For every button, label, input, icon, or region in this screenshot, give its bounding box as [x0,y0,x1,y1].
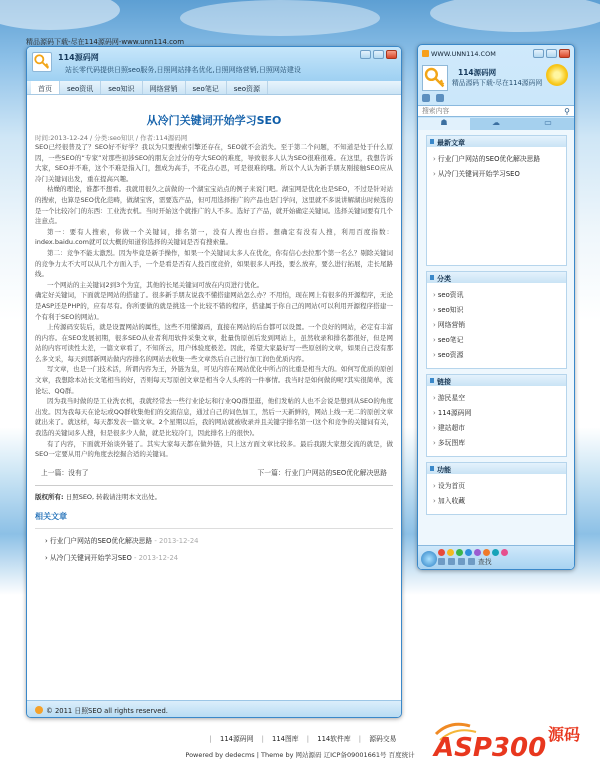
article-paragraph: 第一：要有人搜索，你做一个关键词，排名第一，没有人搜也白搭。想确定有没有人搜，利用百度指数：index.baidu.com就可以大概的知道你选择的关键词是否有搜索量。 [35,227,393,247]
side-body [418,130,574,569]
site-description: 站长零代码提供日照seo服务,日照网站排名优化,日照网络营销,日照网站建设 [65,66,301,74]
related-title: 相关文章 [35,511,67,521]
divider [35,485,393,486]
separator: | [209,735,212,743]
copyright-note [35,492,393,501]
top-caption: 精品源码下载-尽在114源码网-www.unn114.com [26,38,185,46]
category-title: 分类 [427,272,566,283]
qq-start-button[interactable] [421,551,437,567]
footer-link[interactable]: 源码交易 [369,735,397,743]
function-title: 功能 [427,463,566,474]
key-logo-icon [423,66,447,90]
related-item[interactable]: › 行业门户网站的SEO优化解决思路 - 2013-12-24 [45,536,199,545]
asp300-watermark-logo [430,712,590,760]
article-paragraph: 写文章，也是一门技术活，所谓内容为王，外链为皇，可见内容在网站优化中所占的比重是相当大的。如何写优质的原创文章，我想除本站长文笔相当的好，否则每天写原创文章是相当令人头疼的一件事情。我当时是如何做的呢?其实很简单，流论坛、QQ群。 [35,365,393,395]
separator: | [358,735,362,743]
link-item[interactable]: › 多玩图库 [433,437,566,447]
settings-icon[interactable] [438,558,445,565]
divider [35,528,393,529]
window-controls [360,50,397,59]
article-paragraph: 有了内容，下面就开始谈外链了。其实大家每天都在做外链，只上这方面文章比较多。最后我跟大家想交流的就是，做SEO一定要从用户的角度去挖掘合适的关键词。 [35,439,393,459]
latest-title: 最新文章 [427,136,566,147]
related-date: - 2013-12-24 [152,536,199,545]
minimize-button[interactable] [360,50,371,59]
category-box [426,271,567,369]
prev-article-link[interactable]: 上一篇：没有了 [41,468,89,477]
side-site-name: 114源码网 [458,68,497,77]
find-button[interactable]: 查找 [478,558,492,566]
copyright-label: 版权所有: [35,492,64,501]
watermark-sub: 源码 [548,725,581,744]
article-paragraph: 枯燥的理论，谁都不想看。我就用很久之前做的一个湖宝宝站点的例子来说门吧。湖宝网是优化也是SEO，不过是针对站的搜索，也算是SEO优化范畴，做湖宝客，需要选产品，但可用选择推广的产品也是门学问，这里就不多说讲解湖出时候选的是一个比较冷门的东西：工业洗衣机。当时开始这个就推广的人不多。选好了产品，就开始确定关键词。选择关键词要有几个注意点。 [35,185,393,226]
side-tabs [418,118,574,130]
app-icon[interactable] [465,549,472,556]
category-item[interactable]: › seo笔记 [433,334,566,344]
main-header [27,47,401,81]
site-logo[interactable] [32,52,52,72]
article-meta: 时间:2013-12-24 / 分类:seo知识 / 作者:114源码网 [35,134,188,142]
app-icons [438,549,508,556]
add-favorite-link[interactable]: › 加入收藏 [433,495,566,505]
separator: | [306,735,310,743]
main-footer [27,700,401,717]
app-icon[interactable] [474,549,481,556]
nav-seo-resources[interactable]: seo资源 [227,81,268,94]
article-paragraph: 一个网站的主关键词2到3个为宜，其他的长尾关键词可放在内页进行优化。 [47,280,264,289]
main-nav [27,81,401,95]
links-title: 链接 [427,375,566,386]
link-item[interactable]: › 游民星空 [433,392,566,402]
window-controls [533,49,570,58]
cloud-decoration [180,0,380,36]
footer-link[interactable]: 114图库 [272,735,299,743]
app-icon[interactable] [483,549,490,556]
search-icon[interactable]: ⚲ [564,107,570,116]
article-paragraph: 上传源码安装后，就是设置网站的属性，这些不用懂源码，直接在网站的后台都可以设置。一个良好的网站，必定有丰富的内容。在SEO发展初期，很多SEO从业者利用软件采集文章，批量伪原创后发到网站上，虽然收录和排名都很好，但是网站的内容可读性太差，一篇文章看了，不知所云，用户体验度极差。因此，希望大家最好写一些原创的文章，如果自己没有那么多文采，每天到那新网站做内容排名的网站去收集一些文章然后自己进行加工润色优质内容。 [35,323,393,363]
maximize-button[interactable] [546,49,557,58]
article-body [35,142,393,460]
separator: | [261,735,264,743]
sun-icon [546,64,568,86]
copyright-icon [35,706,43,714]
copyright-text: 日照SEO, 转载请注明本文出处。 [65,492,162,501]
related-link[interactable]: 行业门户网站的SEO优化解决思路 [49,536,153,545]
close-button[interactable] [559,49,570,58]
article-paragraph: SEO已经很普及了？SEO好不好学？我以为只要搜索引擎还存在，SEO就不会消失。至于第二个问题，不知道是处于什么原因，一些SEO的“专家”对那些初涉SEO的朋友会过分的夸大SEO的难度，导致很多人认为SEO很难很难。在这里，我想告诉大家，SEO并不难，这个不难是指入门，想成为高手，不花点心思，可是很难的哦。所以个人认为新手朋友刚接触SEO应从冷门关键词出发，重在提高兴趣。 [35,143,393,183]
search-input[interactable] [418,106,548,116]
minimize-button[interactable] [533,49,544,58]
tab-contacts[interactable]: ☗ [418,118,470,130]
watermark-text: ASP300 [434,733,547,760]
site-favicon-icon [422,50,429,57]
lock-icon[interactable] [458,558,465,565]
app-icon[interactable] [456,549,463,556]
side-window [417,44,575,570]
maximize-button[interactable] [373,50,384,59]
side-slogan: 精品源码下载-尽在114源码网 [452,79,543,87]
nav-home[interactable]: 首页 [31,81,60,94]
category-item[interactable]: › seo资源 [433,349,566,359]
function-box [426,462,567,515]
category-item[interactable]: › seo资讯 [433,289,566,299]
footer-link[interactable]: 114源码网 [220,735,254,743]
article-paragraph: 因为我当时做的是工业洗衣机，我就经常去一些行业论坛和行业QQ群里逛，他们发帖的人也不会说是想到从SEO的角度出发。因为我每天在论坛或QQ群收集他们的交流信息，通过自己的词色加工，然后一天新鲜的，网站上线一无二的原创文章就出来了。就这样，每天都发表一篇文章。2个星期以后，我的网站就被收录并且关键字排名第一(这个和竞争的关键词有关，我选的关键词多人搜，但是很多少人做，就是比较冷门，因此排名上的很快)。 [35,397,393,438]
latest-item[interactable]: › 从冷门关键词开始学习SEO [433,168,566,178]
related-link[interactable]: 从冷门关键词开始学习SEO [49,553,132,562]
side-url[interactable]: WWW.UNN114.COM [431,50,496,58]
related-date: - 2013-12-24 [131,553,179,562]
nav-marketing[interactable]: 网络营销 [143,81,186,94]
category-item[interactable]: › 网络营销 [433,319,566,329]
links-box [426,374,567,457]
nav-seo-news[interactable]: seo资讯 [60,81,101,94]
footer-link[interactable]: 114软件库 [317,735,351,743]
latest-item[interactable]: › 行业门户网站的SEO优化解决思路 [433,153,566,163]
side-bottom-bar [418,545,574,569]
search-icon[interactable] [468,558,475,565]
latest-box [426,135,567,266]
nav-seo-notes[interactable]: seo笔记 [186,81,227,94]
avatar[interactable] [422,65,448,91]
cloud-decoration [430,0,600,32]
site-name: 114源码网 [58,53,99,62]
prev-next-nav [35,467,393,477]
article-paragraph: 确定好关键词，下面就是网站的搭建了。很多新手朋友说我不懂搭建网站怎么办？不用怕，现在网上有很多的开源程序，无论是ASP还是PHP的，应有尽有。你所要做的就是挑选一个比较不错的程序，搭建属于你自己的网站(可以利用开源程序搭建一个有利于SEO的网站)。 [35,291,393,321]
app-icon[interactable] [492,549,499,556]
powered-by: Powered by dedecms | Theme by 网站源码 辽ICP备09001661号 百度统计 [185,751,415,759]
close-button[interactable] [386,50,397,59]
side-search-bar [418,105,574,117]
footer-copyright: © 2011 日照SEO all rights reserved. [46,707,168,715]
article-title: 从冷门关键词开始学习SEO [146,114,282,127]
zone-icon[interactable] [436,94,444,102]
nav-seo-knowledge[interactable]: seo知识 [101,81,142,94]
next-article-link[interactable]: 下一篇：行业门户网站的SEO优化解决思路 [257,468,387,477]
category-item[interactable]: › seo知识 [433,304,566,314]
key-logo-icon [33,53,51,71]
app-icon[interactable] [438,549,445,556]
message-icon[interactable] [448,558,455,565]
article-paragraph: 第二：竞争不能太激烈。因为毕竟是新手操作，如果一个关键词太多人在优化，你有信心去拉那个第一名么？剔除关键词的竞争力太不大可以从几个方面入手，一个是看是否有人投百度竞价，如果很多人再投，要么放弃，要么进行拓展，走长尾路线。 [35,248,393,279]
tab-recent[interactable]: ▭ [544,118,552,127]
mail-icon[interactable] [422,94,430,102]
related-item[interactable]: › 从冷门关键词开始学习SEO - 2013-12-24 [45,553,179,562]
bottom-buttons [438,556,492,566]
link-item[interactable]: › 114源码网 [433,407,566,417]
app-icon[interactable] [447,549,454,556]
cloud-decoration [0,0,120,30]
set-homepage-link[interactable]: › 设为首页 [433,480,566,490]
app-icon[interactable] [501,549,508,556]
side-toolbar [422,94,444,102]
article-content [27,112,401,562]
main-window [26,46,402,718]
link-item[interactable]: › 建站超市 [433,422,566,432]
tab-groups[interactable]: ☁ [492,118,500,127]
